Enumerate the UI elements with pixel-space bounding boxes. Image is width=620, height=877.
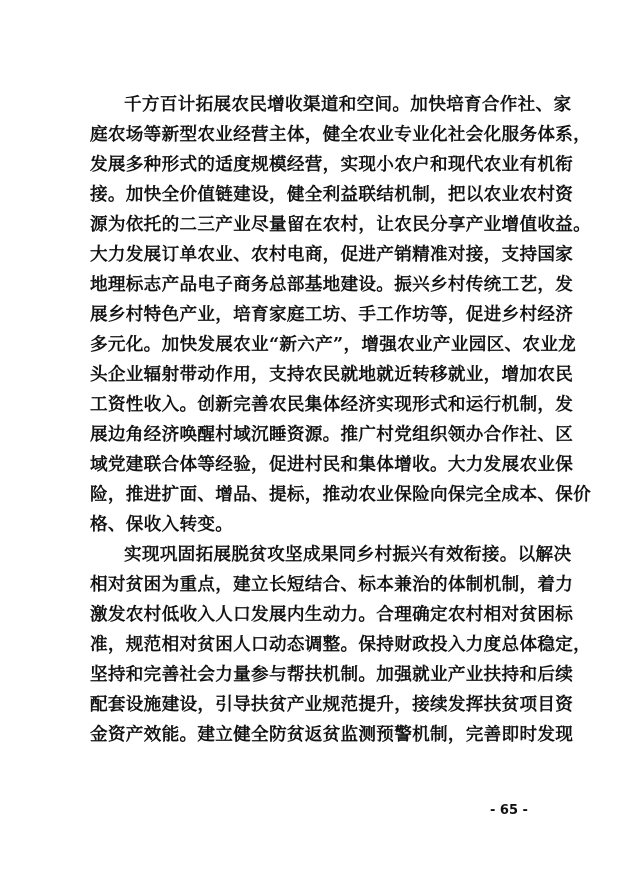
text-line: 相对贫困为重点，建立长短结合、标本兼治的体制机制，着力 bbox=[90, 574, 574, 595]
text-line: 配套设施建设，引导扶贫产业规范提升，接续发挥扶贫项目资 bbox=[90, 694, 574, 715]
text-line: 发展多种形式的适度规模经营，实现小农户和现代农业有机衔 bbox=[90, 154, 574, 175]
text-line: 源为依托的二三产业尽量留在农村，让农民分享产业增值收益。 bbox=[90, 214, 592, 235]
text-line: 险，推进扩面、增品、提标，推动农业保险向保完全成本、保价 bbox=[90, 484, 592, 505]
text-line: 地理标志产品电子商务总部基地建设。振兴乡村传统工艺，发 bbox=[90, 274, 574, 295]
text-line: 格、保收入转变。 bbox=[90, 514, 234, 535]
text-line: 多元化。加快发展农业“新六产”，增强农业产业园区、农业龙 bbox=[90, 334, 577, 355]
text-line: 坚持和完善社会力量参与帮扶机制。加强就业产业扶持和后续 bbox=[90, 664, 574, 685]
text-line: 头企业辐射带动作用，支持农民就地就近转移就业，增加农民 bbox=[90, 364, 574, 385]
text-line: 域党建联合体等经验，促进村民和集体增收。大力发展农业保 bbox=[90, 454, 574, 475]
text-line: 实现巩固拓展脱贫攻坚成果同乡村振兴有效衔接。以解决 bbox=[124, 544, 572, 565]
text-line: 千方百计拓展农民增收渠道和空间。加快培育合作社、家 bbox=[124, 94, 572, 115]
text-line: 展乡村特色产业，培育家庭工坊、手工作坊等，促进乡村经济 bbox=[90, 304, 574, 325]
text-line: 庭农场等新型农业经营主体，健全农业专业化社会化服务体系， bbox=[90, 124, 592, 145]
text-line: 工资性收入。创新完善农民集体经济实现形式和运行机制，发 bbox=[90, 394, 574, 415]
text-line: 接。加快全价值链建设，健全利益联结机制，把以农业农村资 bbox=[90, 184, 574, 205]
page-number: - 65 - bbox=[490, 803, 528, 818]
text-line: 金资产效能。建立健全防贫返贫监测预警机制，完善即时发现 bbox=[90, 724, 574, 745]
text-line: 大力发展订单农业、农村电商，促进产销精准对接，支持国家 bbox=[90, 244, 574, 265]
text-line: 展边角经济唤醒村域沉睡资源。推广村党组织领办合作社、区 bbox=[90, 424, 574, 445]
text-line: 激发农村低收入人口发展内生动力。合理确定农村相对贫困标 bbox=[90, 604, 574, 625]
text-line: 准，规范相对贫困人口动态调整。保持财政投入力度总体稳定， bbox=[90, 634, 592, 655]
